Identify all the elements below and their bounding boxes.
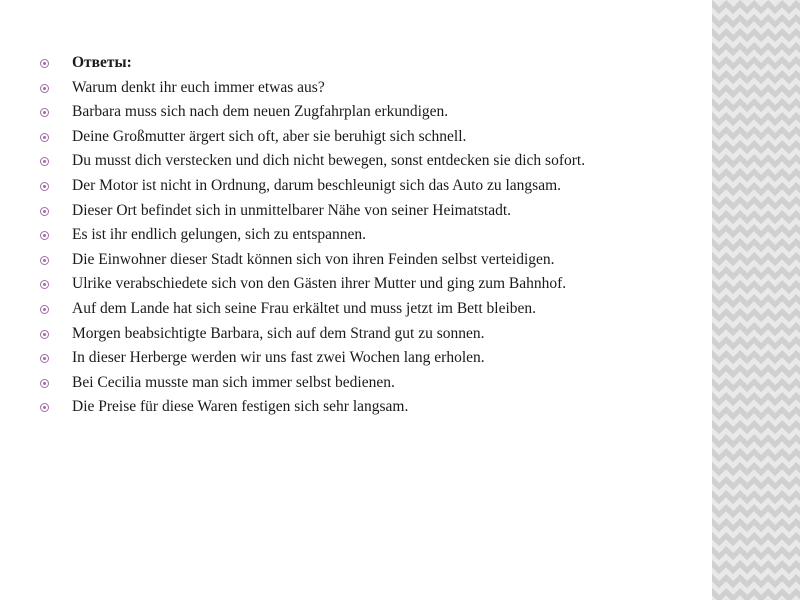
sentence-text: Warum denkt ihr euch immer etwas aus? bbox=[72, 78, 325, 96]
bullet-icon bbox=[40, 133, 49, 142]
sentence-text: Du musst dich verstecken und dich nicht bewegen, sonst entdecken sie dich sofort. bbox=[72, 152, 586, 170]
bullet-icon bbox=[40, 305, 49, 314]
bullet-icon bbox=[40, 330, 49, 339]
bullet-icon bbox=[40, 157, 49, 166]
sentence-text: Bei Cecilia musste man sich immer selbst bedienen. bbox=[72, 373, 395, 391]
sentence-text: Dieser Ort befindet sich in unmittelbarer Nähe von seiner Heimatstadt. bbox=[72, 201, 512, 219]
sentence-text: Deine Großmutter ärgert sich oft, aber sie beruhigt sich schnell. bbox=[72, 127, 467, 145]
list-item bbox=[36, 322, 716, 347]
bullet-icon bbox=[40, 403, 49, 412]
sentence-text: Barbara muss sich nach dem neuen Zugfahrplan erkundigen. bbox=[72, 103, 449, 121]
sentence-text: Der Motor ist nicht in Ordnung, darum beschleunigt sich das Auto zu langsam. bbox=[72, 176, 562, 194]
bullet-icon bbox=[40, 108, 49, 117]
sentence-text: Morgen beabsichtigte Barbara, sich auf dem Strand gut zu sonnen. bbox=[72, 324, 485, 342]
list-item bbox=[36, 248, 716, 273]
list-item bbox=[36, 346, 716, 371]
decorative-zigzag-strip bbox=[712, 0, 800, 600]
bullet-icon bbox=[40, 256, 49, 265]
answer-list bbox=[36, 51, 716, 420]
sentence-text: Es ist ihr endlich gelungen, sich zu entspannen. bbox=[72, 226, 367, 244]
bullet-icon bbox=[40, 379, 49, 388]
list-item bbox=[36, 76, 716, 101]
list-item bbox=[36, 223, 716, 248]
sentence-text: Die Einwohner dieser Stadt können sich von ihren Feinden selbst verteidigen. bbox=[72, 250, 555, 268]
list-heading bbox=[36, 51, 716, 76]
slide-content bbox=[36, 51, 716, 420]
sentence-text: Ulrike verabschiedete sich von den Gästen ihrer Mutter und ging zum Bahnhof. bbox=[72, 275, 567, 293]
sentence-text: In dieser Herberge werden wir uns fast zwei Wochen lang erholen. bbox=[72, 349, 485, 367]
list-item bbox=[36, 272, 716, 297]
sentence-text: Auf dem Lande hat sich seine Frau erkältet und muss jetzt im Bett bleiben. bbox=[72, 299, 537, 317]
list-item bbox=[36, 395, 716, 420]
list-item bbox=[36, 371, 716, 396]
bullet-icon bbox=[40, 231, 49, 240]
bullet-icon bbox=[40, 354, 49, 363]
bullet-icon bbox=[40, 280, 49, 289]
list-item bbox=[36, 297, 716, 322]
list-item bbox=[36, 149, 716, 174]
bullet-icon bbox=[40, 207, 49, 216]
sentence-text: Die Preise für diese Waren festigen sich sehr langsam. bbox=[72, 398, 409, 416]
list-item bbox=[36, 100, 716, 125]
bullet-icon bbox=[40, 84, 49, 93]
bullet-icon bbox=[40, 59, 49, 68]
list-item bbox=[36, 199, 716, 224]
bullet-icon bbox=[40, 182, 49, 191]
list-item bbox=[36, 174, 716, 199]
list-item bbox=[36, 125, 716, 150]
heading-text: Ответы: bbox=[72, 54, 132, 71]
